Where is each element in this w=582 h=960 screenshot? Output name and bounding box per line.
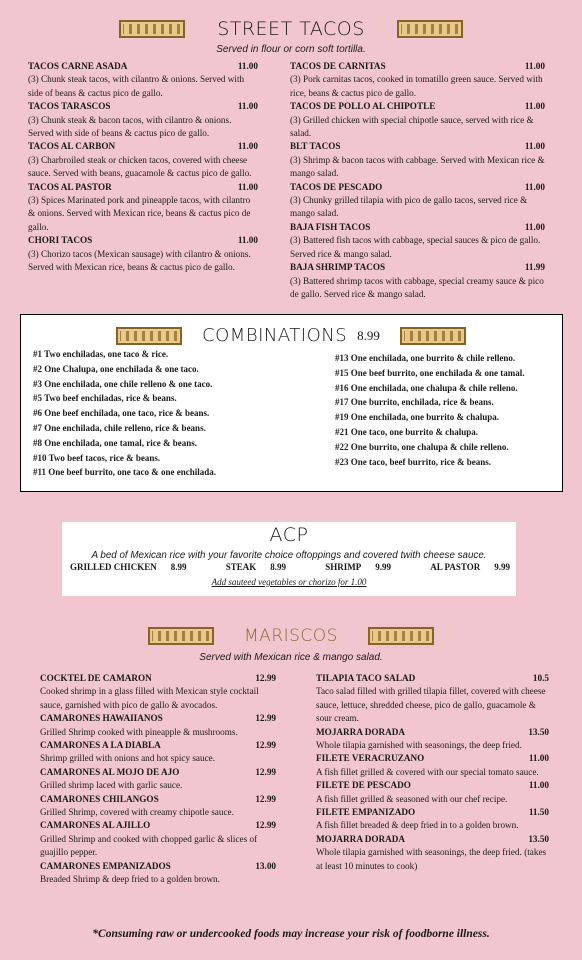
menu-item-name: TACOS DE POLLO AL CHIPOTLE [290, 101, 436, 112]
menu-item [40, 672, 276, 712]
mariscos-header [0, 626, 582, 646]
menu-item-name: COCKTEL DE CAMARON [40, 673, 152, 683]
menu-item-name: FILETE VERACRUZANO [316, 753, 425, 764]
combination-text: One burrito, enchilada, rice & beans. [350, 397, 494, 408]
combination-number: #5 [33, 393, 42, 404]
combination-text: One enchilada, one chalupa & chile relleno. [350, 382, 518, 393]
combination-number: #3 [33, 378, 42, 389]
combination-item [33, 406, 333, 421]
menu-item-name: MOJARRA DORADA [316, 726, 406, 737]
menu-item-price: 13.50 [528, 833, 549, 844]
menu-item-name: MOJARRA DORADA [316, 833, 406, 844]
aztec-ornament-icon [116, 327, 182, 345]
menu-item-price: 11.00 [237, 235, 258, 246]
combination-number: #19 [335, 412, 349, 423]
menu-item-price: 13.50 [528, 726, 549, 737]
combination-item [33, 421, 333, 436]
acp-box [62, 522, 516, 596]
menu-item-price: 11.00 [524, 101, 545, 112]
combination-number: #2 [33, 363, 42, 374]
menu-item-description: Grilled shrimp laced with garlic sauce. [40, 780, 183, 791]
combination-text: One Chalupa, one enchilada & one taco. [44, 363, 199, 374]
combination-text: One beef burrito, one taco & one enchilada. [48, 467, 217, 478]
combination-number: #10 [33, 452, 47, 463]
menu-item [316, 779, 549, 806]
combination-number: #16 [335, 382, 349, 393]
menu-item [290, 60, 545, 100]
combinations-price: 8.99 [357, 327, 380, 343]
aztec-ornament-icon [400, 327, 466, 345]
menu-item-description: Shrimp grilled with onions and hot spicy sauce. [40, 753, 216, 764]
mariscos-left-column [40, 672, 276, 887]
acp-option-price: 8.99 [270, 562, 287, 572]
combinations-box [20, 314, 563, 492]
acp-option [226, 562, 286, 572]
combinations-right-list [335, 351, 560, 469]
menu-item [290, 100, 545, 140]
combination-text: Two enchiladas, one taco & rice. [44, 349, 169, 359]
street-tacos-right-column [290, 60, 545, 301]
combination-number: #15 [335, 367, 349, 378]
menu-item [28, 60, 258, 100]
menu-item-price: 12.99 [255, 793, 276, 804]
acp-options [70, 562, 510, 572]
menu-item-price: 11.99 [524, 262, 545, 273]
menu-item-price: 11.00 [237, 61, 258, 71]
menu-item-price: 11.00 [237, 141, 258, 152]
menu-item-name: TILAPIA TACO SALAD [316, 673, 416, 683]
menu-item [28, 181, 258, 235]
menu-item-description: (3) Chunky grilled tilapia with pico de gallo tacos, served rice & mango salad. [290, 195, 528, 219]
combination-number: #17 [335, 397, 349, 408]
combination-item [33, 391, 333, 406]
combinations-left-list [33, 347, 333, 480]
combination-text: One burrito, one chalupa & chile relleno. [350, 441, 509, 452]
menu-item-description: A fish fillet breaded & deep fried in to a golden brown. [316, 820, 519, 831]
combination-number: #6 [33, 408, 42, 419]
combination-item [33, 465, 333, 480]
menu-item-price: 11.50 [528, 807, 549, 818]
menu-item-description: (3) Charbroiled steak or chicken tacos, covered with cheese sauce. Served with beans, guacamole & cactus pico de gallo. [28, 154, 252, 179]
menu-item-description: (3) Chunk steak tacos, with cilantro & onions. Served with side of beans & cactus pico de gallo. [28, 74, 245, 98]
menu-item [290, 181, 545, 221]
combination-text: One enchilada, chile relleno, rice & beans. [44, 422, 206, 433]
menu-item-name: TACOS AL CARBON [28, 141, 116, 152]
menu-item-description: (3) Battered fish tacos with cabbage, special sauces & pico de gallo. Served rice & mango salad. [290, 235, 541, 259]
menu-item [40, 766, 276, 793]
acp-addon-note: Add sauteed vegetables or chorizo for 1.00 [211, 577, 367, 587]
menu-item-description: Taco salad filled with grilled tilapia fillet, covered with cheese sauce, lettuce, shredded cheese, pico de gallo, guacamole & sour cream. [316, 686, 546, 724]
combination-item [33, 347, 333, 362]
menu-item-name: BLT TACOS [290, 141, 341, 152]
menu-item [316, 726, 549, 753]
combination-item [335, 351, 560, 366]
menu-item-description: Whole tilapia garnished with seasonings, the deep fried. [316, 740, 522, 751]
menu-item-price: 13.00 [255, 860, 276, 871]
menu-item-name: FILETE EMPANIZADO [316, 807, 416, 818]
acp-option-name: GRILLED CHICKEN [70, 562, 157, 572]
menu-item-description: (3) Battered shrimp tacos with cabbage, special creamy sauce & pico de gallo. Served rice & mango salad. [290, 275, 544, 299]
combinations-header [21, 325, 561, 346]
menu-item-name: CAMARONES AL MOJO DE AJO [40, 766, 180, 777]
menu-item-description: Whole tilapia garnished with seasonings, the deep fried. (takes at least 10 minutes to cook) [316, 847, 547, 871]
menu-item [290, 221, 545, 261]
acp-option [70, 562, 187, 572]
menu-item-description: (3) Shrimp & bacon tacos with cabbage. Served with Mexican rice & mango salad. [290, 154, 545, 179]
combination-text: One enchilada, one burrito & chalupa. [350, 412, 500, 423]
menu-item [290, 261, 545, 301]
menu-item-name: BAJA SHRIMP TACOS [290, 262, 386, 273]
menu-item-name: FILETE DE PESCADO [316, 780, 411, 791]
combination-item [33, 451, 333, 466]
menu-item-price: 11.00 [524, 61, 545, 71]
combination-number: #1 [33, 349, 42, 359]
menu-item [40, 793, 276, 820]
menu-item-price: 11.00 [524, 181, 545, 192]
combination-text: One enchilada, one chile relleno & one taco. [44, 378, 213, 389]
street-tacos-left-column [28, 60, 258, 275]
combination-item [335, 366, 560, 381]
combination-text: One beef burrito, one enchilada & one tamal. [350, 367, 525, 378]
menu-item-description: A fish fillet grilled & covered with our special tomato sauce. [316, 766, 539, 777]
combination-number: #13 [335, 353, 349, 363]
combination-text: One enchilada, one tamal, rice & beans. [44, 437, 197, 448]
menu-item-description: (3) Pork carnitas tacos, cooked in tomatillo green sauce. Served with rice, beans & cactus pico de gallo. [290, 74, 543, 98]
menu-item-price: 11.00 [524, 221, 545, 232]
combination-number: #7 [33, 422, 42, 433]
acp-option-price: 8.99 [170, 562, 187, 572]
menu-item [28, 140, 258, 180]
aztec-ornament-icon [368, 627, 434, 645]
acp-option-price: 9.99 [494, 562, 510, 572]
menu-item [290, 140, 545, 180]
menu-item-name: BAJA FISH TACOS [290, 221, 371, 232]
combination-number: #23 [335, 456, 349, 467]
combination-text: Two beef enchiladas, rice & beans. [44, 393, 177, 404]
menu-item-name: TACOS DE CARNITAS [290, 61, 386, 71]
menu-item-price: 11.00 [237, 101, 258, 112]
menu-item-name: CAMARONES EMPANIZADOS [40, 860, 171, 871]
acp-option [430, 562, 510, 572]
combination-number: #11 [33, 467, 47, 478]
menu-item-description: Grilled Shrimp and cooked with chopped garlic & slices of guajillo pepper. [40, 833, 258, 858]
combination-number: #8 [33, 437, 42, 448]
combination-item [335, 381, 560, 396]
menu-item [40, 819, 276, 859]
menu-item-price: 10.5 [532, 673, 549, 683]
acp-option-name: STEAK [225, 562, 257, 572]
menu-item-description: (3) Chunk steak & bacon tacos, with cilantro & onions. Served with side of beans & cactus pico de gallo. [28, 114, 232, 139]
menu-item [316, 752, 549, 779]
acp-option-name: SHRIMP [325, 562, 362, 572]
menu-item-name: CAMARONES AL AJILLO [40, 820, 151, 831]
menu-item-name: CAMARONES HAWAIIANOS [40, 713, 163, 724]
menu-item [316, 806, 549, 833]
menu-item-description: (3) Chorizo tacos (Mexican sausage) with cilantro & onions. Served with Mexican rice, beans & cactus pico de gallo. [28, 248, 251, 273]
aztec-ornament-icon [119, 20, 185, 38]
menu-item-description: (3) Spices Marinated pork and pineapple tacos, with cilantro & onions. Served with Mexican rice, beans & cactus pico de gallo. [28, 195, 251, 232]
street-tacos-title: STREET TACOS [217, 18, 365, 40]
menu-item-price: 12.99 [255, 820, 276, 831]
menu-item-name: TACOS CARNE ASADA [28, 61, 128, 71]
footer-warning: *Consuming raw or undercooked foods may increase your risk of foodborne illness. [92, 928, 490, 940]
combination-item [335, 395, 560, 410]
acp-title: ACP [269, 524, 309, 546]
menu-item-price: 11.00 [528, 780, 549, 791]
aztec-ornament-icon [397, 20, 463, 38]
combination-text: One beef enchilada, one taco, rice & beans. [44, 408, 210, 419]
street-tacos-subtitle: Served in flour or corn soft tortilla. [216, 44, 366, 55]
menu-item-price: 12.99 [255, 740, 276, 751]
combination-item [335, 455, 560, 470]
menu-item-description: Breaded Shrimp & deep fried to a golden brown. [40, 874, 220, 885]
menu-item-price: 12.99 [255, 766, 276, 777]
menu-item-name: CAMARONES CHILANGOS [40, 793, 159, 804]
menu-item [28, 100, 258, 140]
combination-text: One taco, one burrito & chalupa. [350, 426, 478, 437]
menu-item-price: 11.00 [237, 181, 258, 192]
menu-item [316, 833, 549, 873]
menu-item-description: A fish fillet grilled & seasoned with our chef recipe. [316, 793, 508, 804]
mariscos-right-column [316, 672, 549, 873]
menu-item [40, 860, 276, 887]
menu-item [40, 712, 276, 739]
combination-item [33, 377, 333, 392]
acp-option [325, 562, 391, 572]
combination-text: One taco, beef burrito, rice & beans. [350, 456, 491, 467]
mariscos-subtitle: Served with Mexican rice & mango salad. [199, 652, 383, 663]
menu-item-name: CAMARONES A LA DIABLA [40, 740, 161, 751]
menu-item-description: Cooked shrimp in a glass filled with Mexican style cocktail sauce, garnished with pico de gallo & avocados. [40, 686, 259, 710]
menu-item-price: 12.99 [255, 713, 276, 724]
menu-item-description: Grilled Shrimp cooked with pineapple & mushrooms. [40, 726, 238, 737]
menu-item-price: 12.99 [255, 673, 276, 683]
combination-number: #21 [335, 426, 349, 437]
combination-text: One enchilada, one burrito & chile relleno. [350, 353, 516, 363]
mariscos-title: MARISCOS [244, 626, 338, 646]
menu-item-price: 11.00 [524, 141, 545, 152]
acp-description: A bed of Mexican rice with your favorite choice oftoppings and covered twith cheese sauce. [91, 550, 487, 561]
combination-number: #22 [335, 441, 349, 452]
menu-item-name: CHORI TACOS [28, 235, 93, 246]
menu-item [40, 739, 276, 766]
combination-text: Two beef tacos, rice & beans. [48, 452, 161, 463]
menu-item [316, 672, 549, 726]
combination-item [335, 410, 560, 425]
street-tacos-header [0, 18, 582, 40]
menu-item-name: TACOS AL PASTOR [28, 181, 112, 192]
aztec-ornament-icon [148, 627, 214, 645]
combination-item [33, 436, 333, 451]
combination-item [335, 425, 560, 440]
menu-item-name: TACOS TARASCOS [28, 101, 111, 112]
acp-option-name: AL PASTOR [430, 562, 481, 572]
menu-item-description: Grilled Shrimp, covered with creamy chipotle sauce. [40, 807, 234, 818]
acp-option-price: 9.99 [375, 562, 392, 572]
menu-item-price: 11.00 [528, 753, 549, 764]
menu-item-description: (3) Grilled chicken with special chipotle sauce, served with rice & salad. [290, 114, 534, 139]
menu-item-name: TACOS DE PESCADO [290, 181, 383, 192]
combination-item [335, 440, 560, 455]
combinations-title: COMBINATIONS [202, 325, 348, 346]
menu-item [28, 234, 258, 274]
combination-item [33, 362, 333, 377]
